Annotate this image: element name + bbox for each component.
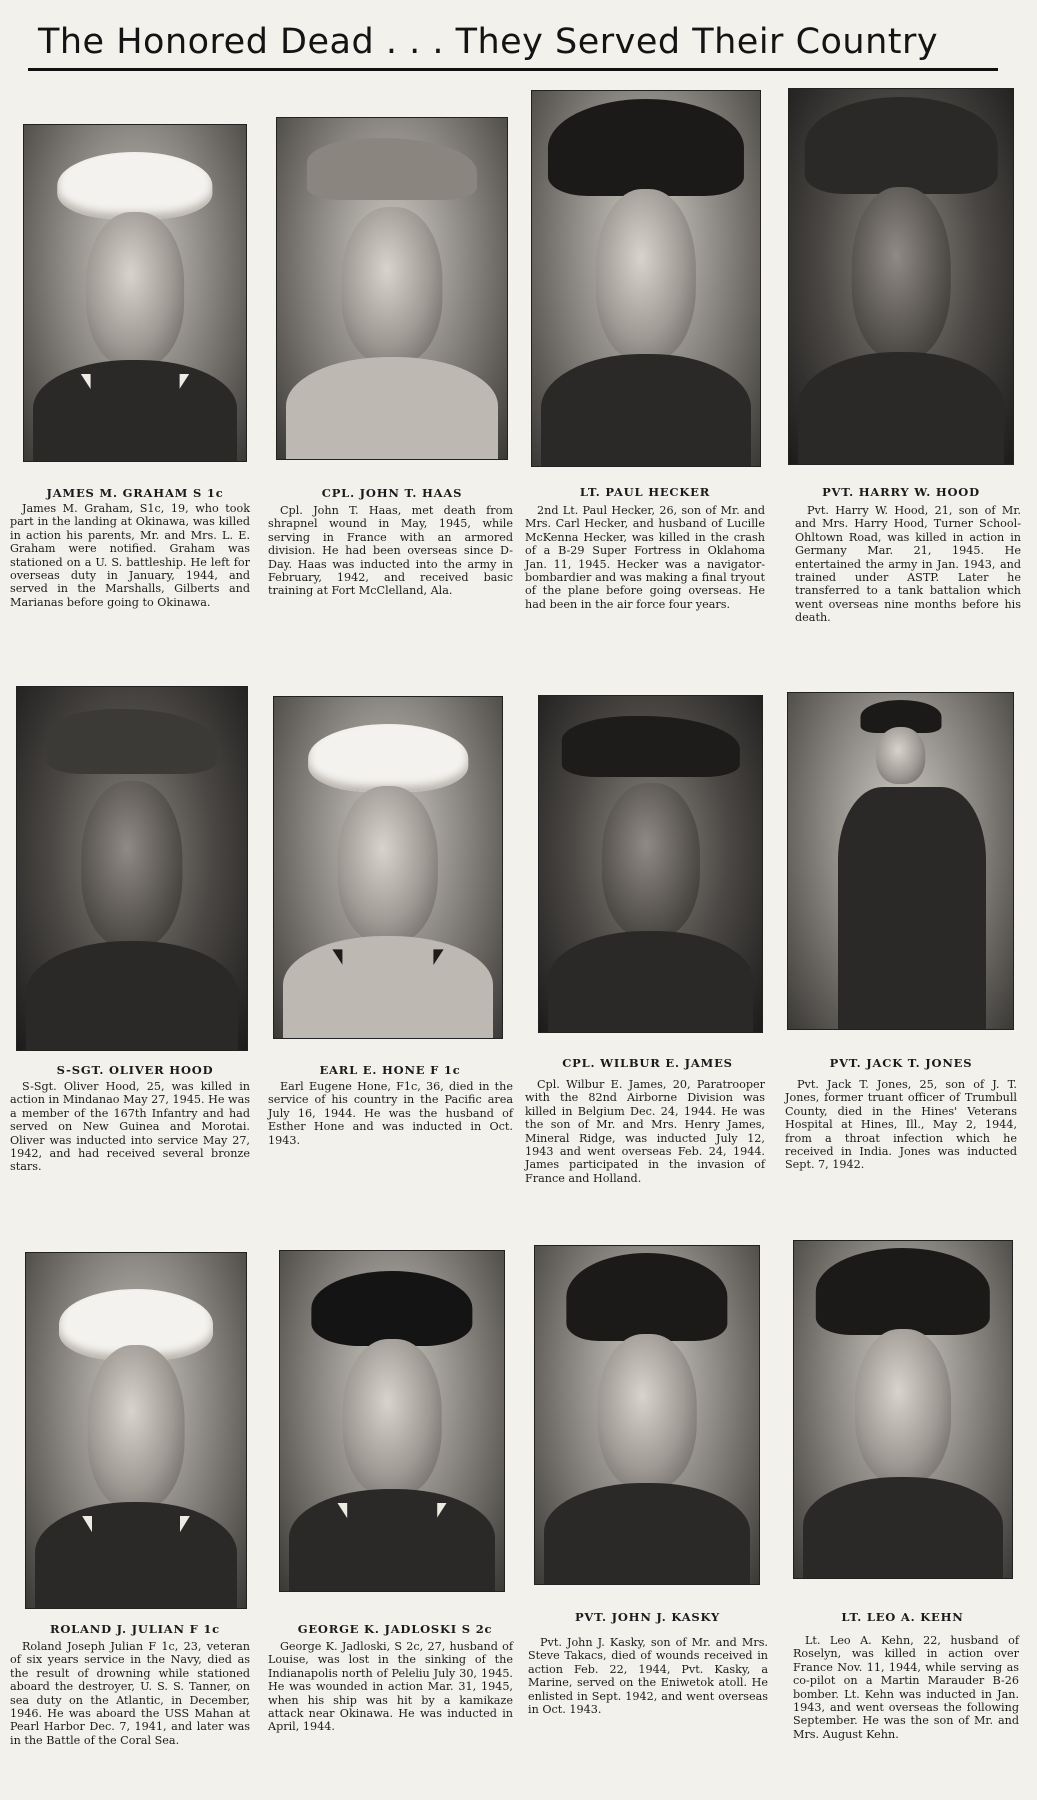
soldier-bio: S-Sgt. Oliver Hood, 25, was killed in action in Mindanao May 27, 1945. He was a member of the 167th Infantry and had served on New Guinea and Morotai. Oliver was inducted into service May 27, 1942, and had received several bronze stars. — [10, 1080, 250, 1174]
soldier-bio: Lt. Leo A. Kehn, 22, husband of Roselyn, was killed in action over France Nov. 11, 1944, while serving as co-pilot on a Martin Marauder B-26 bomber. Lt. Kehn was inducted in Jan. 1943, and went overseas the following September. He was the son of Mr. and Mrs. August Kehn. — [793, 1634, 1019, 1741]
soldier-bio: George K. Jadloski, S 2c, 27, husband of Louise, was lost in the sinking of the Indianapolis north of Peleliu July 30, 1945. He was wounded in action Mar. 31, 1945, when his ship was hit by a kamikaze attack near Okinawa. He was inducted in April, 1944. — [268, 1640, 513, 1734]
soldier-name: S-SGT. OLIVER HOOD — [56, 1063, 214, 1077]
soldier-name: EARL E. HONE F 1c — [319, 1063, 461, 1077]
portrait-john-kasky — [534, 1245, 760, 1585]
soldier-bio: 2nd Lt. Paul Hecker, 26, son of Mr. and Mrs. Carl Hecker, and husband of Lucille McKenna Hecker, was killed in the crash of a B-29 Super Fortress in Oklahoma Jan. 11, 1945. Hecker was a navigator-bombardier and was making a final tryout of the plane before going overseas. He had been in the air force four years. — [525, 504, 765, 611]
soldier-bio: Cpl. Wilbur E. James, 20, Paratrooper with the 82nd Airborne Division was killed in Belgium Dec. 24, 1944. He was the son of Mr. and Mrs. Henry James, Mineral Ridge, was inducted July 12, 1943 and went overseas Feb. 24, 1944. James participated in the invasion of France and Holland. — [525, 1078, 765, 1185]
soldier-name: GEORGE K. JADLOSKI S 2c — [297, 1622, 493, 1636]
soldier-name: ROLAND J. JULIAN F 1c — [50, 1622, 220, 1636]
portrait-george-jadloski — [279, 1250, 505, 1592]
portrait-paul-hecker — [531, 90, 761, 467]
soldier-name: LT. PAUL HECKER — [579, 485, 711, 499]
portrait-harry-hood — [788, 88, 1014, 465]
portrait-oliver-hood — [16, 686, 248, 1051]
soldier-name: PVT. HARRY W. HOOD — [822, 485, 980, 499]
soldier-name: CPL. WILBUR E. JAMES — [562, 1056, 733, 1070]
portrait-wilbur-james — [538, 695, 763, 1033]
portrait-roland-julian — [25, 1252, 247, 1609]
soldier-bio: Pvt. Jack T. Jones, 25, son of J. T. Jones, former truant officer of Trumbull County, died in the Hines' Veterans Hospital at Hines, Ill., May 2, 1944, from a throat infection which he received in India. Jones was inducted Sept. 7, 1942. — [785, 1078, 1017, 1172]
soldier-bio: James M. Graham, S1c, 19, who took part in the landing at Okinawa, was killed in action his parents, Mr. and Mrs. L. E. Graham were notified. Graham was stationed on a U. S. battleship. He left for overseas duty in January, 1944, and served in the Marshalls, Gilberts and Marianas before going to Okinawa. — [10, 502, 250, 609]
portrait-john-haas — [276, 117, 508, 460]
soldier-name: CPL. JOHN T. HAAS — [321, 486, 463, 500]
soldier-bio: Pvt. John J. Kasky, son of Mr. and Mrs. Steve Takacs, died of wounds received in action Feb. 22, 1944, Pvt. Kasky, a Marine, served on the Eniwetok atoll. He enlisted in Sept. 1942, and went overseas in Oct. 1943. — [528, 1636, 768, 1717]
soldier-bio: Earl Eugene Hone, F1c, 36, died in the service of his country in the Pacific area July 16, 1944. He was the husband of Esther Hone and was inducted in Oct. 1943. — [268, 1080, 513, 1147]
portrait-jack-jones — [787, 692, 1014, 1030]
soldier-bio: Pvt. Harry W. Hood, 21, son of Mr. and Mrs. Harry Hood, Turner School-Ohltown Road, was killed in action in Germany Mar. 21, 1945. He entertained the army in Jan. 1943, and trained under ASTP. Later he transferred to a tank battalion which went overseas nine months before his death. — [795, 504, 1021, 625]
soldier-name: JAMES M. GRAHAM S 1c — [46, 486, 224, 500]
soldier-name: PVT. JOHN J. KASKY — [574, 1610, 721, 1624]
soldier-name: PVT. JACK T. JONES — [829, 1056, 973, 1070]
headline: The Honored Dead . . . They Served Their Country — [28, 18, 998, 71]
portrait-leo-kehn — [793, 1240, 1013, 1579]
soldier-bio: Cpl. John T. Haas, met death from shrapnel wound in May, 1945, while serving in France with an armored division. He had been overseas since D-Day. Haas was inducted into the army in February, 1942, and received basic training at Fort McClelland, Ala. — [268, 504, 513, 598]
portrait-earl-hone — [273, 696, 503, 1039]
soldier-bio: Roland Joseph Julian F 1c, 23, veteran of six years service in the Navy, died as the result of drowning while stationed aboard the destroyer, U. S. S. Tanner, on sea duty on the Atlantic, in December, 1946. He was aboard the USS Mahan at Pearl Harbor Dec. 7, 1941, and later was in the Battle of the Coral Sea. — [10, 1640, 250, 1747]
soldier-name: LT. LEO A. KEHN — [841, 1610, 964, 1624]
portrait-james-graham — [23, 124, 247, 462]
